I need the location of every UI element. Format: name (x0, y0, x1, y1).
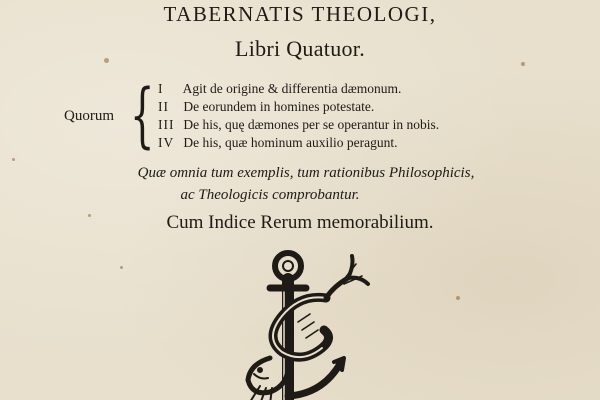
description-line: ac Theologicis comprobantur. (180, 187, 360, 203)
book-number: III (158, 117, 175, 132)
description (0, 162, 600, 206)
contents-intro: Quorum (64, 108, 114, 124)
contents-item (158, 116, 439, 134)
foxing-spot (456, 296, 460, 300)
foxing-spot (12, 158, 15, 161)
foxing-spot (120, 266, 123, 269)
book-title: Libri Quatuor. (234, 36, 366, 61)
contents-item (158, 134, 439, 152)
index-note: Cum Indice Rerum memorabilium. (166, 212, 434, 233)
book-summary: De eorundem in homines potestate. (183, 99, 375, 114)
book-number: II (158, 99, 169, 114)
book-summary: De his, quę dæmones per se operantur in nobis. (183, 117, 440, 132)
description-line: Quæ omnia tum exemplis, tum rationibus Philosophicis, (137, 165, 475, 181)
anchor-dolphin-printers-mark-icon (230, 246, 370, 400)
contents-item (158, 80, 439, 98)
book-summary: De his, quæ hominum auxilio peragunt. (183, 135, 398, 150)
curly-brace-icon: { (130, 74, 155, 156)
book-summary: Agit de origine & differentia dæmonum. (182, 81, 402, 96)
book-number: I (158, 81, 164, 96)
contents-item (158, 98, 439, 116)
book-number: IV (158, 135, 175, 150)
foxing-spot (521, 62, 525, 66)
contents-list (158, 80, 439, 152)
author-heading: TABERNATIS THEOLOGI, (163, 2, 437, 26)
